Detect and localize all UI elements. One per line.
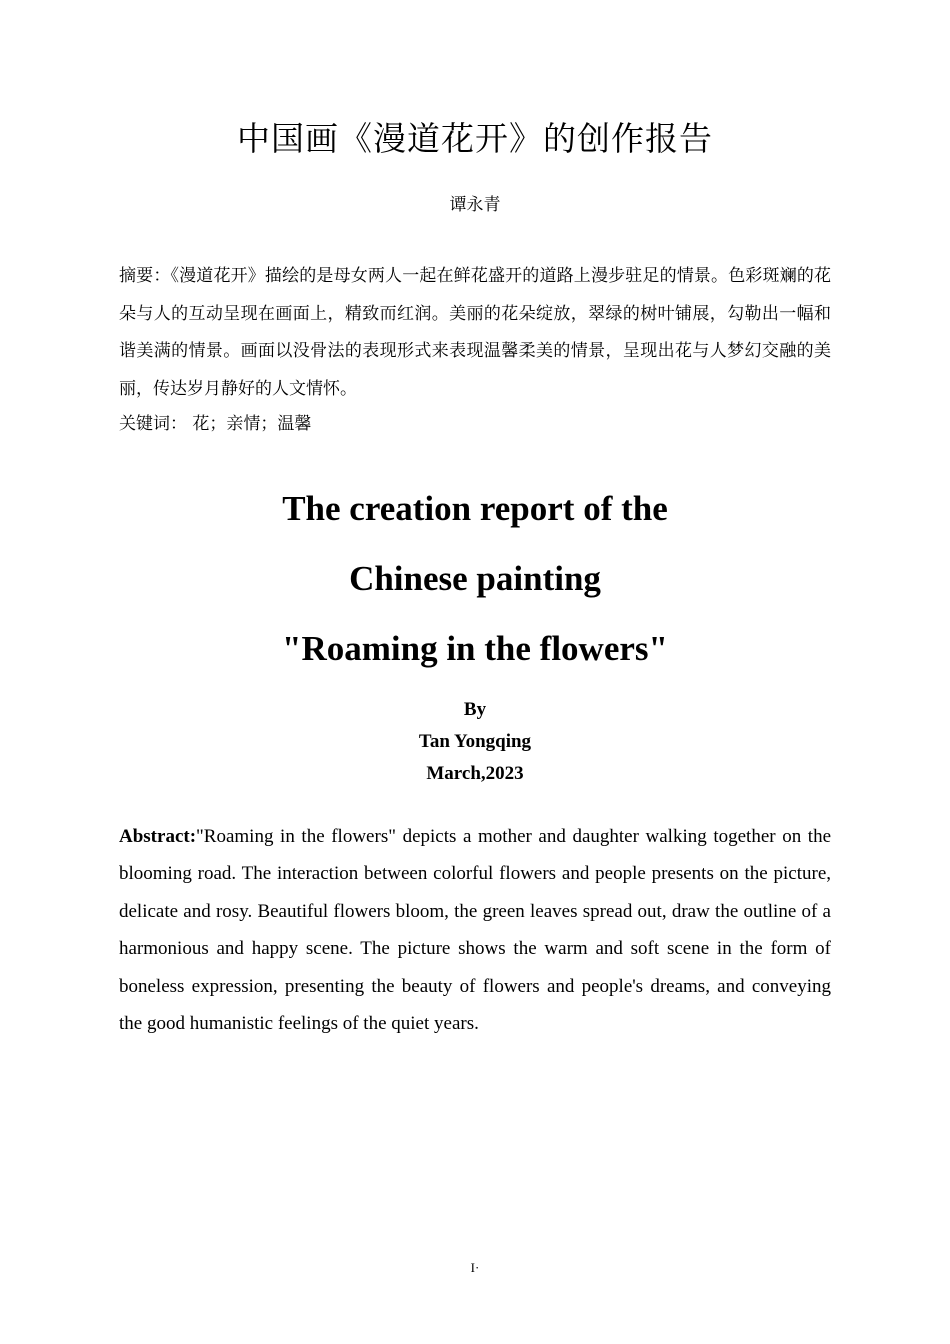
chinese-keywords-label: 关键词：: [119, 414, 187, 434]
chinese-author: 谭永青: [449, 195, 501, 215]
english-title-line-1: The creation report of the: [282, 489, 668, 528]
page-number: I·: [470, 1260, 480, 1275]
chinese-abstract: [119, 258, 831, 408]
chinese-abstract-label: 摘要：: [119, 266, 171, 286]
byline-author: Tan Yongqing: [418, 731, 532, 752]
english-title-line-2: Chinese painting: [349, 559, 601, 598]
chinese-keywords: [119, 406, 831, 444]
byline: [0, 694, 950, 790]
chinese-title: 中国画《漫道花开》的创作报告: [237, 119, 713, 158]
byline-date: March,2023: [426, 763, 524, 784]
english-title-line-3: "Roaming in the flowers": [282, 629, 668, 668]
byline-by: By: [463, 699, 487, 720]
english-abstract: [119, 818, 831, 1042]
chinese-abstract-text: 《漫道花开》描绘的是母女两人一起在鲜花盛开的道路上漫步驻足的情景。色彩斑斓的花朵与人的互动呈现在画面上，精致而红润。美丽的花朵绽放，翠绿的树叶铺展，勾勒出一幅和谐美满的情景。画面以没骨法的表现形式来表现温馨柔美的情景，呈现出花与人梦幻交融的美丽，传达岁月静好的人文情怀。: [119, 266, 832, 399]
english-title: [0, 474, 950, 684]
chinese-keywords-text: 花；亲情；温馨: [192, 414, 312, 434]
english-abstract-label: Abstract:: [119, 826, 197, 847]
english-abstract-text: "Roaming in the flowers" depicts a mother and daughter walking together on the blooming road. The interaction between colorful flowers and people presents on the picture, delicate and rosy. Beautiful flowers bloom, the green leaves spread out, draw the outline of a harmonious and happy scene. The picture shows the warm and soft scene in the form of boneless expression, presenting the beauty of flowers and people's dreams, and conveying the good humanistic feelings of the quiet years.: [119, 826, 831, 1035]
